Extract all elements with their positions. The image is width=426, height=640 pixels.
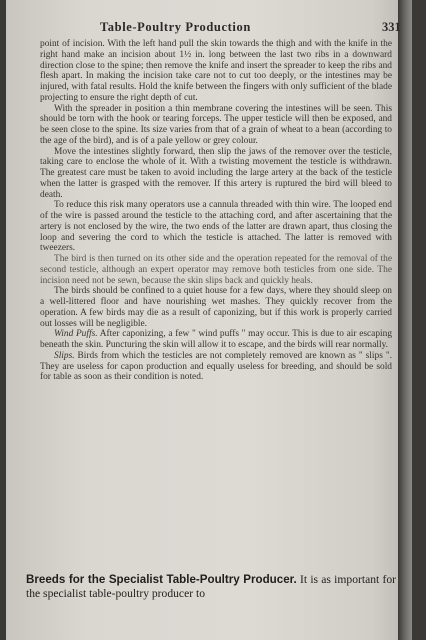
paragraph-second-testicle: The bird is then turned on its other side and the operation repeated for the removal of the second testicle, although an expert operator may remove both testicles from one side. The incision need not be sewn, because the skin slips back and quickly heals.	[40, 254, 392, 286]
paragraph-cannula: To reduce this risk many operators use a cannula threaded with thin wire. The looped end of the wire is passed around the testicle to the attaching cord, and after ascertaining that the artery is not enclosed by the wire, the two ends of the latter are drawn apart, thus closing the loop and severing the cord to which the testicle is attached. The latter is removed with tweezers.	[40, 200, 392, 254]
paragraph-spreader: With the spreader in position a thin membrane covering the intestines will be seen. This should be torn with the hook or tearing forceps. The upper testicle will then be exposed, and be seen close to the spine. Its size varies from that of a grain of wheat to a bean (according to the age of the bird), and is of a pale yellow or grey colour.	[40, 103, 392, 146]
paragraph-incision: point of incision. With the left hand pull the skin towards the thigh and with the knife in the right hand make an incision about 1½ in. long between the last two ribs in a downward direction close to the spine; then remove the knife and insert the spreader to keep the ribs and flesh apart. In making the incision take care not to cut too deeply, or the intestines may be injured, with fatal results. Hold the knife between the fingers with only sufficient of the blade projecting to ensure the right depth of cut.	[40, 39, 392, 103]
running-title: Table-Poultry Production	[100, 20, 251, 34]
body-text	[40, 39, 392, 383]
paragraph-remover: Move the intestines slightly forward, then slip the jaws of the remover over the testicle, taking care to enclose the whole of it. With a twisting movement the testicle is withdrawn. The greatest care must be taken to avoid including the large artery at the back of the testicle when the latter is grasped with the remover. If this artery is ruptured the bird will bleed to death.	[40, 146, 392, 200]
section-heading: Breeds for the Specialist Table-Poultry Producer.	[26, 573, 297, 586]
section-breeds	[26, 573, 396, 600]
paragraph-recovery: The birds should be confined to a quiet house for a few days, where they should sleep on a well-littered floor and have nourishing wet mashes. They quickly recover from the operation. A few birds may die as a result of caponizing, but if this work is properly carried out losses will be negligible.	[40, 286, 392, 329]
paragraph-wind-puffs	[40, 329, 392, 351]
section-text: It is as important for the specialist table-poultry producer to	[26, 573, 396, 600]
wind-puffs-text: After caponizing, a few " wind puffs " may occur. This is due to air escaping beneath the skin. Puncturing the skin will allow it to escape, and the birds will rear normally.	[40, 329, 393, 350]
paragraph-slips	[40, 351, 392, 383]
page-number: 331	[382, 20, 401, 34]
slips-text: Birds from which the testicles are not completely removed are known as " slips ". They are useless for capon production and equally useless for breeding, and should be sold for table as soon as their condition is noted.	[40, 350, 392, 383]
slips-runin: Slips.	[54, 350, 75, 361]
page-edge-shadow	[398, 0, 412, 640]
page-header	[6, 20, 412, 36]
book-page	[6, 0, 412, 640]
wind-puffs-runin: Wind Puffs.	[54, 329, 98, 340]
